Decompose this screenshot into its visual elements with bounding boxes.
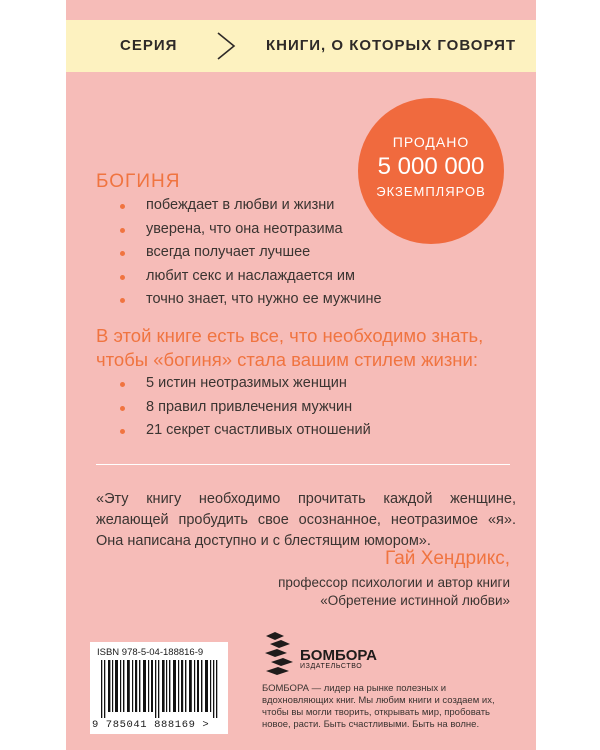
badge-copies-label: ЭКЗЕМПЛЯРОВ [376,184,486,199]
publisher-name: БОМБОРА [300,647,377,664]
bullet-icon [120,251,125,256]
goddess-heading: БОГИНЯ [96,171,181,192]
quote-author-description: профессор психологии и автор книги «Обретение истинной любви» [278,575,510,608]
book-lead-line-2: чтобы «богиня» стала вашим стилем жизни: [96,349,478,370]
barcode-number: 9 785041 888169 > [92,719,210,731]
list-item: 21 секрет счастливых отношений [120,419,371,443]
publisher-subtitle: ИЗДАТЕЛЬСТВО [300,663,363,670]
series-name: КНИГИ, О КОТОРЫХ ГОВОРЯТ [266,37,517,54]
book-contents-list [120,372,371,443]
list-item: 5 истин неотразимых женщин [120,372,371,396]
isbn-text: ISBN 978-5-04-188816-9 [97,647,204,658]
barcode-panel [90,642,228,734]
list-item: точно знает, что нужно ее мужчине [120,288,382,312]
badge-count: 5 000 000 [377,153,485,180]
chevron-right-icon [214,31,238,61]
quote-author: Гай Хендрикс, [385,548,510,569]
list-item: уверена, что она неотразима [120,218,382,242]
goddess-list [120,194,382,312]
barcode-icon [99,660,221,718]
book-lead-line-1: В этой книге есть все, что необходимо знать, [96,325,484,346]
bullet-icon [120,298,125,303]
list-item: побеждает в любви и жизни [120,194,382,218]
badge-sold-label: ПРОДАНО [392,134,470,150]
book-lead [96,324,483,372]
bullet-icon [120,429,125,434]
list-item: 8 правил привлечения мужчин [120,396,371,420]
bullet-icon [120,228,125,233]
review-quote: «Эту книгу необходимо прочитать каждой женщине, желающей пробудить свое осознанное, неотразимое «я». Она написана доступно и с блестящим юмором». [96,491,516,549]
divider [96,464,510,465]
bullet-icon [120,275,125,280]
bullet-icon [120,204,125,209]
bullet-icon [120,406,125,411]
bombora-logo-icon [262,630,296,678]
publisher-description: БОМБОРА — лидер на рынке полезных и вдохновляющих книг. Мы любим книги и создаем их, чтобы вы могли творить, открывать мир, пробовать новое, расти. Быть счастливыми. Быть на волне. [262,683,495,730]
bullet-icon [120,382,125,387]
list-item: всегда получает лучшее [120,241,382,265]
series-label: СЕРИЯ [120,37,178,54]
list-item: любит секс и наслаждается им [120,265,382,289]
